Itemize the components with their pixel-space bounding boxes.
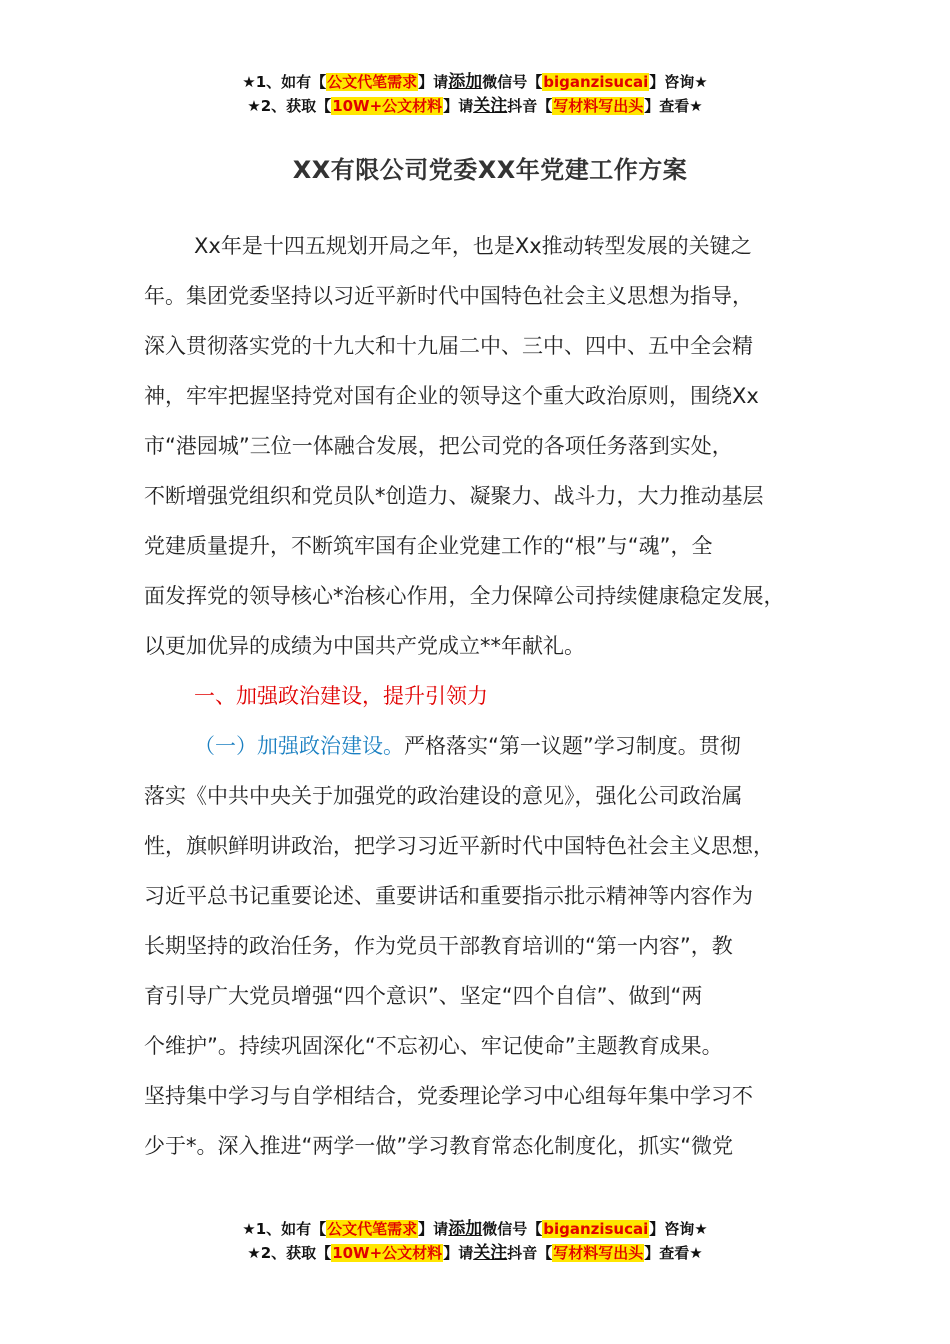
promo-text: ★2、获取【: [247, 1244, 332, 1262]
promo-text: 】咨询★: [649, 73, 708, 91]
text-line: 个维护”。持续巩固深化“不忘初心、牢记使命”主题教育成果。: [144, 1034, 723, 1058]
promo-header: [0, 70, 950, 118]
promo-highlight: 公文代笔需求: [327, 73, 418, 91]
paragraph-intro: [144, 221, 834, 671]
promo-text: 抖音【: [507, 97, 553, 115]
promo-highlight: 写材料写出头: [553, 97, 644, 115]
text-line: 深入贯彻落实党的十九大和十九届二中、三中、四中、五中全会精: [144, 334, 753, 358]
promo-highlight: biganzisucai: [543, 1220, 649, 1238]
promo-emphasis: 添加: [448, 1219, 483, 1239]
promo-text: 】请: [418, 73, 449, 91]
document-body: [144, 221, 834, 1171]
promo-text: 】查看★: [644, 1244, 703, 1262]
text-line: 少于*。深入推进“两学一做”学习教育常态化制度化，抓实“微党: [144, 1134, 734, 1158]
promo-text: ★1、如有【: [242, 1220, 327, 1238]
promo-highlight: 10W+公文材料: [332, 97, 443, 115]
promo-text: 】请: [443, 1244, 474, 1262]
text-line: 习近平总书记重要论述、重要讲话和重要指示批示精神等内容作为: [144, 884, 753, 908]
promo-text: 微信号【: [482, 73, 543, 91]
promo-footer: [0, 1217, 950, 1265]
text-line: 市“港园城”三位一体融合发展，把公司党的各项任务落到实处，: [144, 434, 733, 458]
promo-emphasis: 添加: [448, 72, 483, 92]
text-line: 党建质量提升，不断筑牢国有企业党建工作的“根”与“魂”，全: [144, 534, 713, 558]
promo-text: ★1、如有【: [242, 73, 327, 91]
promo-line-2: [0, 1241, 950, 1265]
promo-highlight: 10W+公文材料: [332, 1244, 443, 1262]
document-title: XX有限公司党委XX年党建工作方案: [292, 156, 688, 184]
promo-text: 】请: [418, 1220, 449, 1238]
promo-highlight: 公文代笔需求: [327, 1220, 418, 1238]
text-line: 不断增强党组织和党员队*创造力、凝聚力、战斗力，大力推动基层: [144, 484, 764, 508]
text-line: 以更加优异的成绩为中国共产党成立**年献礼。: [144, 634, 585, 658]
promo-text: 抖音【: [507, 1244, 553, 1262]
promo-text: 】咨询★: [649, 1220, 708, 1238]
text-line: Xx年是十四五规划开局之年，也是Xx推动转型发展的关键之: [194, 234, 752, 258]
text-line: 神，牢牢把握坚持党对国有企业的领导这个重大政治原则，围绕Xx: [144, 384, 759, 408]
promo-line-2: [0, 94, 950, 118]
promo-highlight: 写材料写出头: [553, 1244, 644, 1262]
text-line: 面发挥党的领导核心*治核心作用，全力保障公司持续健康稳定发展，: [144, 584, 785, 608]
text-line: 坚持集中学习与自学相结合，党委理论学习中心组每年集中学习不: [144, 1084, 753, 1108]
section-heading: [144, 671, 834, 721]
subheading: （一）加强政治建设。: [194, 734, 404, 758]
text-line: 年。集团党委坚持以习近平新时代中国特色社会主义思想为指导，: [144, 284, 753, 308]
promo-line-1: [0, 70, 950, 94]
promo-text: 微信号【: [482, 1220, 543, 1238]
text-line: [144, 721, 834, 771]
promo-text: ★2、获取【: [247, 97, 332, 115]
promo-emphasis: 关注: [473, 96, 508, 116]
text-line: 性，旗帜鲜明讲政治，把学习习近平新时代中国特色社会主义思想，: [144, 834, 774, 858]
promo-text: 】查看★: [644, 97, 703, 115]
text-line: 育引导广大党员增强“四个意识”、坚定“四个自信”、做到“两: [144, 984, 703, 1008]
promo-text: 】请: [443, 97, 474, 115]
text-run: 严格落实“第一议题”学习制度。贯彻: [404, 734, 741, 758]
text-line: 长期坚持的政治任务，作为党员干部教育培训的“第一内容”，教: [144, 934, 733, 958]
promo-highlight: biganzisucai: [543, 73, 649, 91]
paragraph-political: [144, 721, 834, 1171]
heading-1: 一、加强政治建设，提升引领力: [194, 684, 488, 708]
promo-emphasis: 关注: [473, 1243, 508, 1263]
text-line: 落实《中共中央关于加强党的政治建设的意见》，强化公司政治属: [144, 784, 743, 808]
promo-line-1: [0, 1217, 950, 1241]
